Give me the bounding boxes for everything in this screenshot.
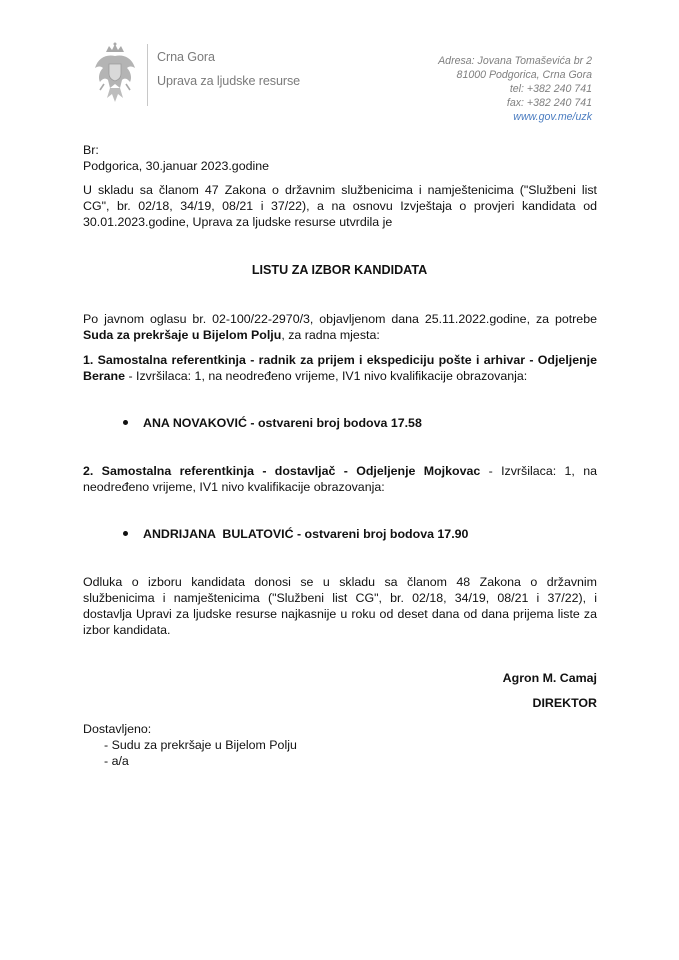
address-line-2: 81000 Podgorica, Crna Gora	[456, 69, 592, 81]
position-2-name: 2. Samostalna referentkinja - dostavljač - Odjeljenje Mojkovac	[83, 464, 481, 478]
website-link[interactable]: www.gov.me/uzk	[513, 111, 592, 123]
decision-line-4: izbor kandidata.	[83, 623, 171, 637]
place-date: Podgorica, 30.januar 2023.godine	[83, 159, 270, 173]
position-2-details: neodređeno vrijeme, IV1 nivo kvalifikacije obrazovanja:	[83, 480, 385, 494]
court-name: Suda za prekršaje u Bijelom Polju	[83, 328, 282, 342]
document-title: LISTU ZA IZBOR KANDIDATA	[251, 263, 428, 277]
recipient-item: - a/a	[104, 754, 129, 768]
header-divider	[147, 44, 148, 106]
announcement-line-1: Po javnom oglasu br. 02-100/22-2970/3, objavljenom dana 25.11.2022.godine, za potrebe	[83, 312, 597, 326]
tel-line: tel: +382 240 741	[509, 83, 592, 95]
position-2-rest-a: - Izvršilaca: 1, na	[480, 464, 597, 478]
intro-line-1: U skladu sa članom 47 Zakona o državnim službenicima i namještenicima ("Službeni list	[83, 183, 597, 197]
reference-number: Br:	[83, 143, 99, 157]
candidate-1-text: ANA NOVAKOVIĆ - ostvareni broj bodova 17.58	[143, 416, 422, 430]
signatory-title: DIREKTOR	[532, 696, 597, 710]
decision-line-3: dostavlja Upravi za ljudske resurse najkasnije u roku od deset dana od dana prijema liste za	[83, 607, 597, 621]
coat-of-arms-logo	[92, 42, 138, 106]
address-line-1: Adresa: Jovana Tomaševića br 2	[438, 55, 592, 67]
candidate-2-item	[123, 526, 468, 542]
decision-line-1: Odluka o izboru kandidata donosi se u skladu sa članom 48 Zakona o državnim	[83, 575, 597, 589]
signatory-name: Agron M. Camaj	[502, 671, 597, 685]
fax-line: fax: +382 240 741	[506, 97, 592, 109]
org-unit: Uprava za ljudske resurse	[157, 74, 301, 88]
delivered-label: Dostavljeno:	[83, 722, 152, 736]
position-1-details	[83, 368, 527, 384]
intro-line-3: 30.01.2023.godine, Uprava za ljudske resurse utvrdila je	[83, 215, 393, 229]
intro-line-2: CG", br. 02/18, 34/19, 08/21 i 37/22), a na osnovu Izvještaja o provjeri kandidata od	[83, 199, 597, 213]
bullet-icon	[123, 420, 128, 425]
position-2-title	[83, 463, 597, 479]
announcement-line-2	[83, 327, 380, 343]
recipient-item: - Sudu za prekršaje u Bijelom Polju	[104, 738, 297, 752]
position-1-rest: - Izvršilaca: 1, na neodređeno vrijeme, IV1 nivo kvalifikacije obrazovanja:	[125, 369, 528, 383]
candidate-1-item	[123, 415, 422, 431]
decision-line-2: službenicima i namještenicima ("Službeni list CG", br. 02/18, 34/19, 08/21 i 37/22), i	[83, 591, 597, 605]
position-1-department: Berane	[83, 369, 126, 383]
candidate-2-text: ANDRIJANA BULATOVIĆ - ostvareni broj bodova 17.90	[143, 527, 469, 541]
bullet-icon	[123, 531, 128, 536]
org-name: Crna Gora	[157, 50, 215, 64]
position-1-title: 1. Samostalna referentkinja - radnik za prijem i ekspediciju pošte i arhivar - Odjeljenje	[83, 353, 597, 367]
announcement-rest: , za radna mjesta:	[281, 328, 380, 342]
